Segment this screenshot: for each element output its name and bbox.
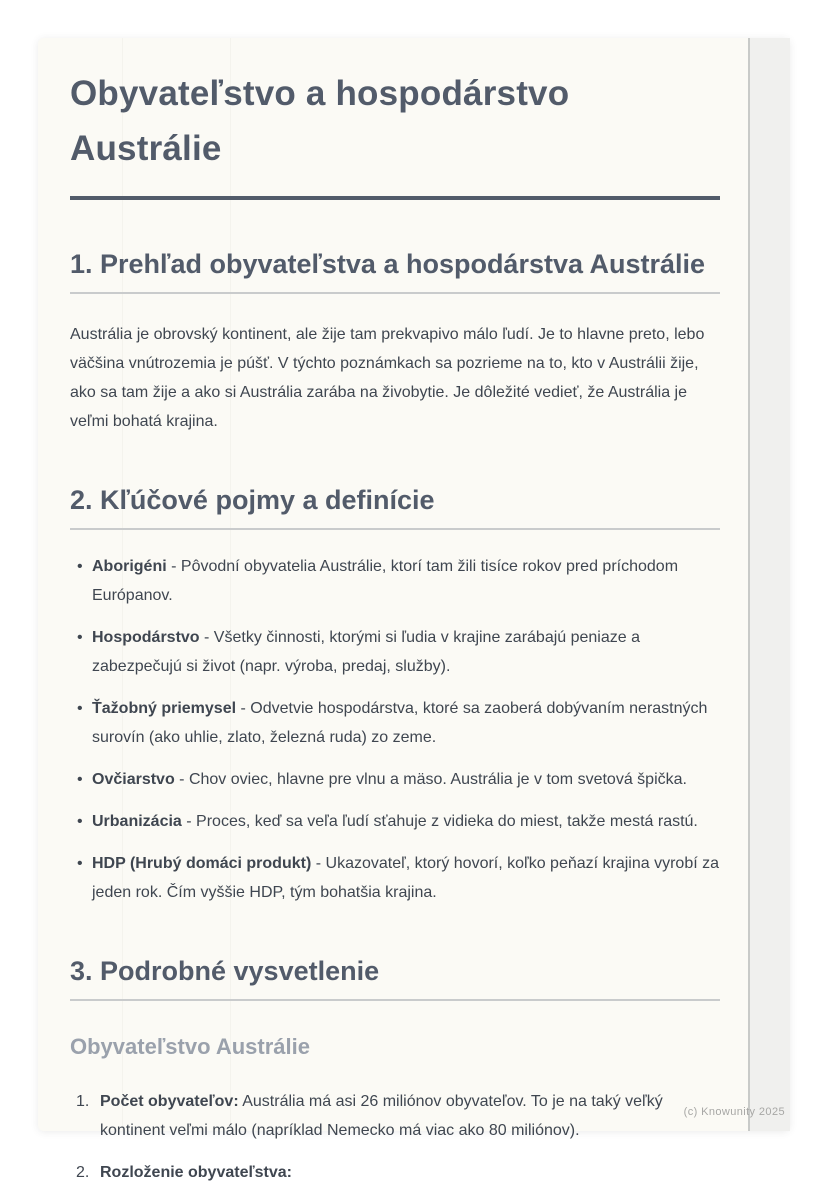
scrollbar-track[interactable] <box>748 38 790 1131</box>
section-3-heading: 3. Podrobné vysvetlenie <box>70 956 380 986</box>
definition-term: HDP (Hrubý domáci produkt) <box>92 855 312 872</box>
numbered-item <box>70 1087 720 1145</box>
definition-term: Ovčiarstvo <box>92 771 175 788</box>
numbered-item <box>70 1158 720 1187</box>
item-text: Austrália má asi 26 miliónov obyvateľov. To je na taký veľký kontinent veľmi málo (napríklad Nemecko má viac ako 80 miliónov). <box>100 1093 663 1139</box>
definition-item <box>92 807 720 836</box>
definition-text: - Všetky činnosti, ktorými si ľudia v krajine zarábajú peniaze a zabezpečujú si život (napr. výroba, predaj, služby). <box>92 629 640 675</box>
subsection-heading: Obyvateľstvo Austrálie <box>70 1034 310 1059</box>
definition-text: - Ukazovateľ, ktorý hovorí, koľko peňazí krajina vyrobí za jeden rok. Čím vyššie HDP, tým bohatšia krajina. <box>92 855 720 901</box>
section-1-heading: 1. Prehľad obyvateľstva a hospodárstva Austrálie <box>70 249 706 279</box>
definition-term: Urbanizácia <box>92 813 182 830</box>
item-number: 2. <box>76 1164 90 1181</box>
section-2-heading: 2. Kľúčové pojmy a definície <box>70 485 435 515</box>
page-content <box>70 38 720 1187</box>
definition-term: Ťažobný priemysel <box>92 700 237 717</box>
population-facts-list <box>70 1087 720 1187</box>
item-number: 1. <box>76 1093 90 1110</box>
definition-text: - Proces, keď sa veľa ľudí sťahuje z vidieka do miest, takže mestá rastú. <box>186 813 698 830</box>
section-1-paragraph: Austrália je obrovský kontinent, ale žije tam prekvapivo málo ľudí. Je to hlavne preto, lebo väčšina vnútrozemia je púšť. V týchto poznámkach sa pozrieme na to, kto v Austrálii žije, ako sa tam žije a ako si Austrália zarába na živobytie. Je dôležité vedieť, že Austrália je veľmi bohatá krajina. <box>70 326 705 430</box>
item-term: Počet obyvateľov: <box>100 1093 239 1110</box>
definition-item <box>92 623 720 681</box>
watermark-text: (c) Knowunity 2025 <box>683 1106 785 1118</box>
document-title: Obyvateľstvo a hospodárstvo Austrálie <box>70 74 570 168</box>
section-3-divider <box>70 999 720 1001</box>
definition-term: Hospodárstvo <box>92 629 200 646</box>
definition-text: - Pôvodní obyvatelia Austrálie, ktorí tam žili tisíce rokov pred príchodom Európanov. <box>92 558 679 604</box>
section-1-divider <box>70 292 720 294</box>
definition-text: - Odvetvie hospodárstva, ktoré sa zaoberá dobývaním nerastných surovín (ako uhlie, zlato, železná ruda) zo zeme. <box>92 700 708 746</box>
definition-item <box>92 694 720 752</box>
definition-item <box>92 765 720 794</box>
section-2-divider <box>70 528 720 530</box>
document-page <box>38 38 790 1181</box>
title-divider <box>70 196 720 200</box>
definition-text: - Chov oviec, hlavne pre vlnu a mäso. Austrália je v tom svetová špička. <box>179 771 687 788</box>
definitions-list <box>70 552 720 907</box>
definition-item <box>92 552 720 610</box>
definition-term: Aborigéni <box>92 558 167 575</box>
item-term: Rozloženie obyvateľstva: <box>100 1164 292 1181</box>
definition-item <box>92 849 720 907</box>
